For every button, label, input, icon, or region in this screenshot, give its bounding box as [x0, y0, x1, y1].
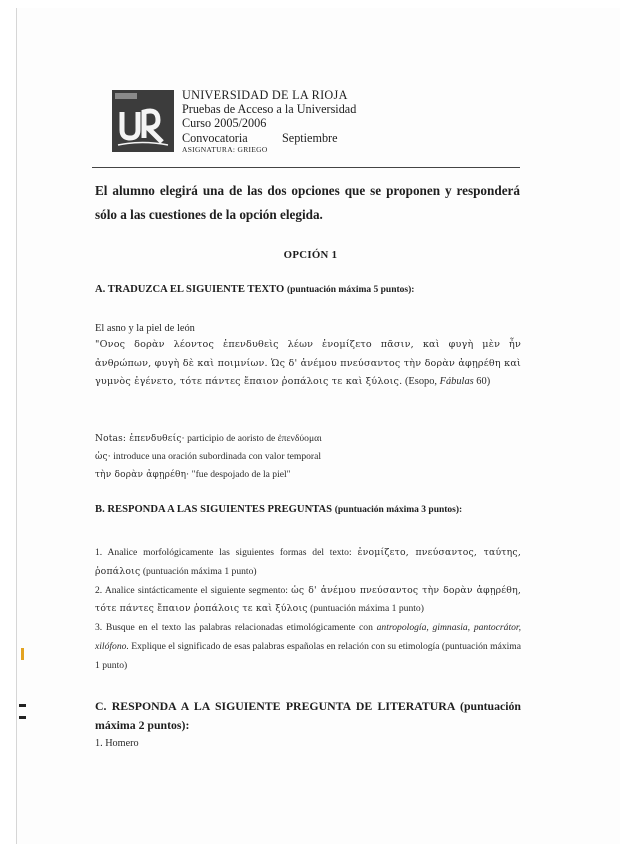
margin-mark [19, 704, 26, 707]
questions-block [95, 544, 521, 676]
header-divider [92, 167, 520, 168]
note-item [95, 448, 521, 466]
question-2-greek: ὡς δ' ἀνέμου πνεύσαντος τὴν δορὰν ἀφῃρέθη, τότε πάντες ἔπαιον ῥοπάλοις τε καὶ ξύλοις [95, 584, 521, 615]
section-b-score: (puntuación máxima 3 puntos): [334, 505, 463, 515]
question-2 [95, 582, 521, 620]
question-1 [95, 544, 521, 582]
question-3-words: antropología, gimnasia, pantocrátor, xilófono. [95, 622, 521, 652]
convocatoria-label: Convocatoria [182, 130, 248, 145]
text-title: El asno y la piel de león [95, 323, 195, 334]
course-year: Curso 2005/2006 [182, 116, 267, 131]
question-3 [95, 619, 521, 675]
section-b-title [95, 503, 521, 517]
question-2-score: (puntuación máxima 1 punto) [310, 603, 424, 615]
note-gloss: introduce una oración subordinada con valor temporal [113, 451, 322, 462]
convocatoria-row [182, 131, 356, 145]
margin-mark [21, 648, 24, 660]
exam-header [182, 88, 356, 155]
subject-line: ASIGNATURA: GRIEGO [182, 144, 268, 154]
source-work: Fábulas [439, 376, 474, 388]
question-3-text: 3. Busque en el texto las palabras relacionadas etimológicamente con [95, 622, 373, 634]
greek-text: "Ονος δορὰν λέοντος ἐπενδυθεὶς λέων ἐνομίζετο πᾶσιν, καὶ φυγὴ μὲν ἦν ἀνθρώπων, φυγὴ δὲ καὶ ποιμνίων. Ὡς δ' ἀνέμου πνεύσαντος τὴν δορὰν ἀφῃρέθη καὶ γυμνὸς ἐγένετο, τότε πάντες ἔπαιον ῥοπάλοις τε καὶ ξύλοις. [95, 339, 521, 388]
exam-title: Pruebas de Acceso a la Universidad [182, 102, 357, 117]
note-gloss: "fue despojado de la piel" [191, 469, 291, 480]
instructions: El alumno elegirá una de las dos opciones que se proponen y responderá sólo a las cuestiones de la opción elegida. [95, 183, 520, 222]
greek-passage [95, 336, 521, 392]
literature-item: 1. Homero [95, 738, 139, 749]
note-item [95, 466, 521, 484]
section-a-score: (puntuación máxima 5 puntos): [286, 285, 415, 295]
question-1-score: (puntuación máxima 1 punto) [142, 565, 257, 577]
section-c-heading: C. RESPONDA A LA SIGUIENTE PREGUNTA DE LITERATURA [95, 699, 455, 713]
university-logo [112, 90, 174, 152]
question-3-rest: Explique el significado de esas palabras españolas en relación con su etimología (puntuación máxima 1 punto) [95, 640, 522, 671]
section-a-heading: A. TRADUZCA EL SIGUIENTE TEXTO [95, 284, 285, 295]
section-c-score: (puntuación máxima 2 puntos): [95, 699, 521, 732]
section-c-title [95, 697, 521, 735]
section-a-title [95, 283, 521, 297]
notes-block [95, 430, 521, 484]
section-b-heading: B. RESPONDA A LAS SIGUIENTES PREGUNTAS [95, 504, 333, 515]
question-1-text: 1. Analice morfológicamente las siguientes formas del texto: [95, 547, 352, 558]
note-item [95, 430, 521, 448]
source-suffix: 60) [476, 376, 491, 388]
note-greek: ὡς· [95, 452, 111, 462]
note-greek: Notas: ἐπενδυθείς· [95, 434, 185, 444]
convocatoria-value: Septiembre [282, 130, 338, 145]
question-2-text: 2. Analice sintácticamente el siguiente segmento: [95, 584, 288, 596]
option-heading: OPCIÓN 1 [283, 249, 338, 261]
note-greek: τὴν δορὰν ἀφῃρέθη· [95, 470, 190, 480]
question-1-greek: ἐνομίζετο, πνεύσαντος, ταύτης, ῥοπάλοις [95, 547, 521, 577]
university-name: UNIVERSIDAD DE LA RIOJA [182, 88, 348, 102]
margin-mark [19, 716, 26, 719]
note-gloss: participio de aoristo de ἐπενδύομαι [187, 433, 322, 444]
source-prefix: (Esopo, [404, 376, 438, 388]
